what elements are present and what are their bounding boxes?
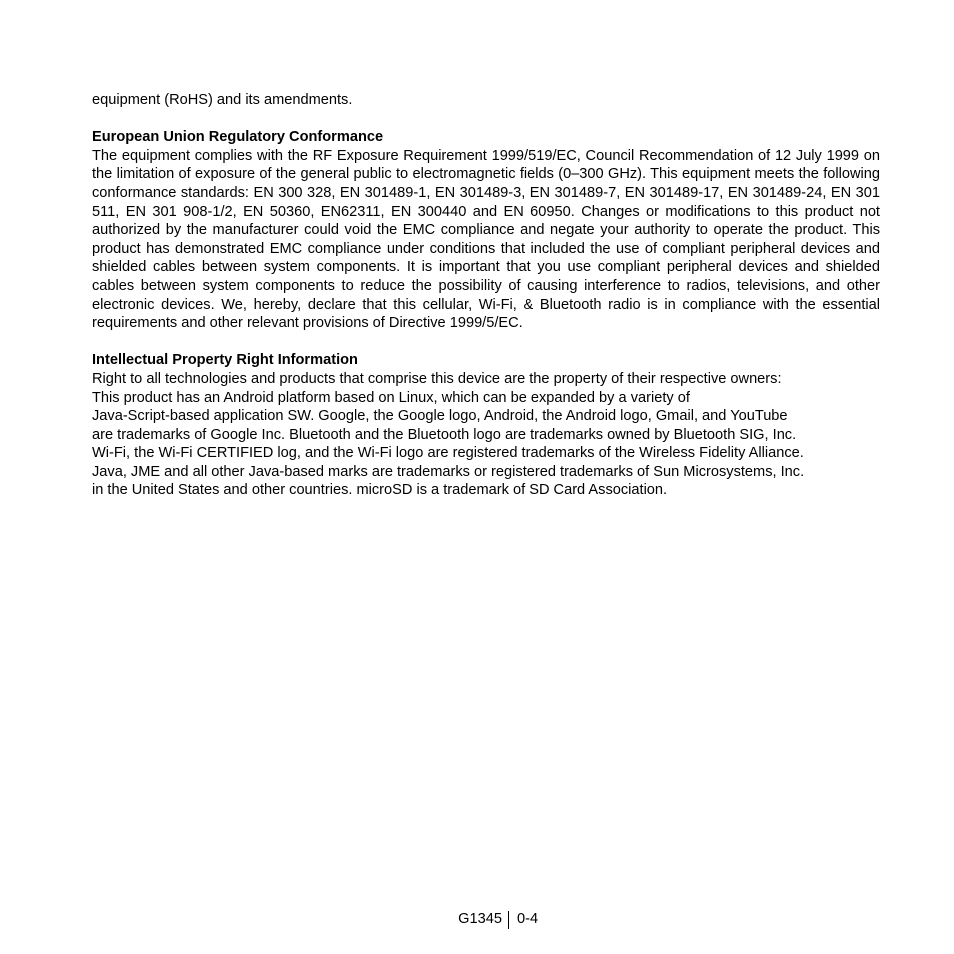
ip-rights-body <box>92 370 880 500</box>
ip-rights-line: This product has an Android platform based on Linux, which can be expanded by a variety of <box>92 389 690 406</box>
ip-rights-line: Right to all technologies and products that comprise this device are the property of their respective owners: <box>92 370 782 387</box>
ip-rights-heading: Intellectual Property Right Information <box>92 352 358 369</box>
ip-rights-line: Java, JME and all other Java-based marks are trademarks or registered trademarks of Sun Microsystems, Inc. <box>92 463 805 480</box>
eu-conformance-section <box>92 128 880 333</box>
footer-model-number: G1345 <box>458 911 502 927</box>
eu-conformance-heading: European Union Regulatory Conformance <box>92 129 384 146</box>
footer-divider <box>508 911 509 929</box>
ip-rights-section <box>92 351 880 500</box>
ip-rights-line: Wi-Fi, the Wi-Fi CERTIFIED log, and the Wi-Fi logo are registered trademarks of the Wireless Fidelity Alliance. <box>92 445 804 462</box>
ip-rights-line: Java-Script-based application SW. Google, the Google logo, Android, the Android logo, Gmail, and YouTube <box>92 408 788 425</box>
ip-rights-line: are trademarks of Google Inc. Bluetooth and the Bluetooth logo are trademarks owned by Bluetooth SIG, Inc. <box>92 426 797 443</box>
eu-conformance-body: The equipment complies with the RF Exposure Requirement 1999/519/EC, Council Recommendation of 12 July 1999 on the limitation of exposure of the general public to electromagnetic fields (0–300 GHz). This equipment meets the following conformance standards: EN 300 328, EN 301489-1, EN 301489-3, EN 301489-7, EN 301489-17, EN 301489-24, EN 301 511, EN 301 908-1/2, EN 50360, EN62311, EN 300440 and EN 60950. Changes or modifications to this product not authorized by the manufacturer could void the EMC compliance and negate your authority to operate the product. This product has demonstrated EMC compliance under conditions that included the use of compliant peripheral devices and shielded cables between system components. It is important that you use compliant peripheral devices and shielded cables between system components to reduce the possibility of causing interference to radios, televisions, and other electronic devices. We, hereby, declare that this cellular, Wi-Fi, & Bluetooth radio is in compliance with the essential requirements and other relevant provisions of Directive 1999/5/EC. <box>92 147 880 332</box>
page-footer <box>0 909 954 931</box>
document-body <box>92 91 880 519</box>
footer-page-number: 0-4 <box>517 911 539 927</box>
ip-rights-line: in the United States and other countries. microSD is a trademark of SD Card Association. <box>92 482 668 499</box>
lead-paragraph: equipment (RoHS) and its amendments. <box>92 92 353 108</box>
